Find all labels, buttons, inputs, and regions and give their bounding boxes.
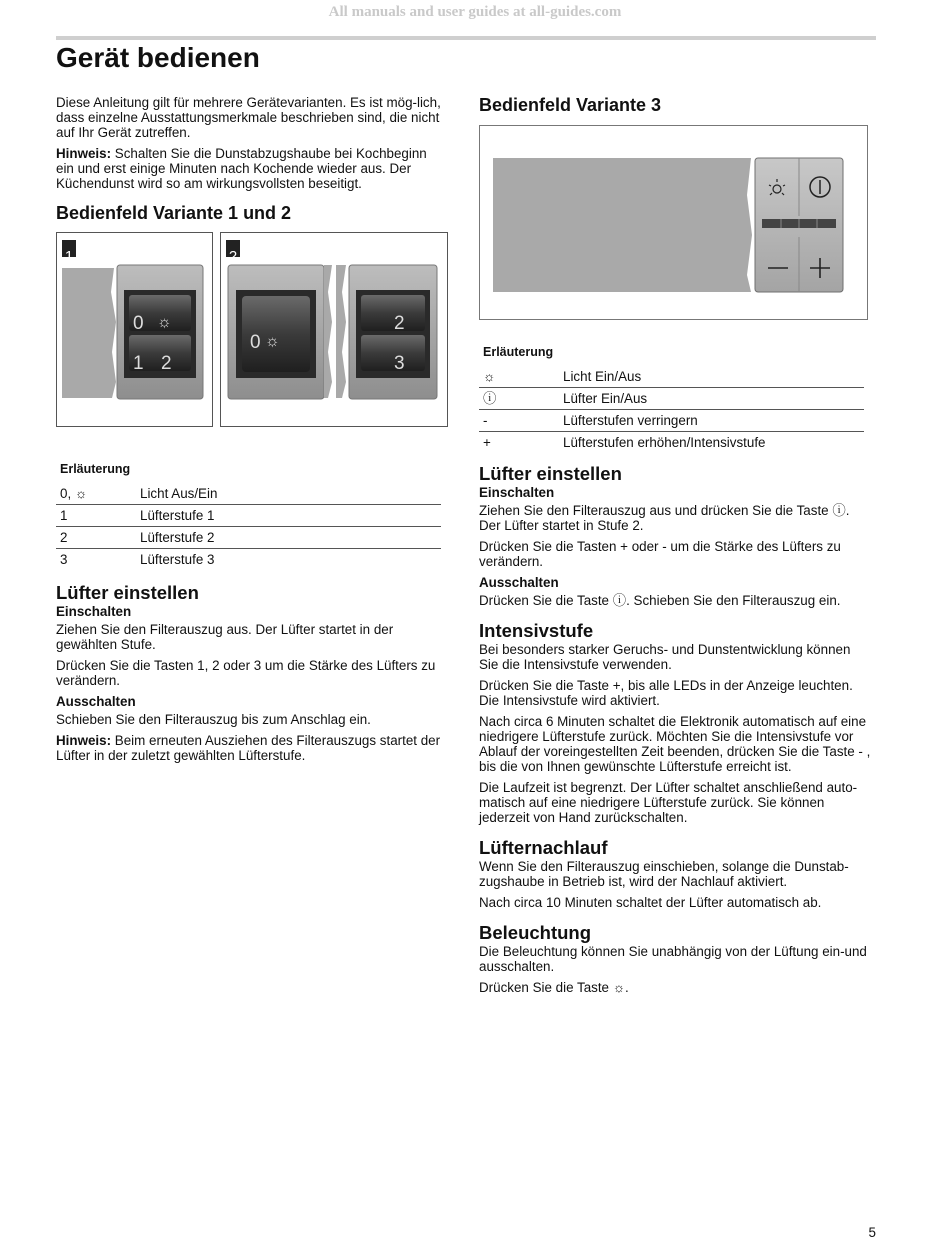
legend-key: 0, ☼	[56, 483, 136, 505]
intensiv-text-3: Nach circa 6 Minuten schaltet die Elektronik automatisch auf eine niedrigere Lüfterstufe zurück. Möchten Sie die Intensivstufe vor Ablauf der voreingestellten Zeit beenden, drücken Sie die Taste - , bis die von Ihnen gewünschte Lüfterstufe erreicht ist.	[479, 714, 871, 774]
legend-value: Lüfterstufen erhöhen/Intensivstufe	[563, 435, 766, 450]
variant12-legend-table	[56, 462, 441, 570]
legend-row	[479, 388, 864, 410]
intensiv-heading: Intensivstufe	[479, 620, 594, 641]
legend-value: Lüfterstufe 3	[140, 552, 215, 567]
legend-row	[56, 527, 441, 549]
left-off-text: Schieben Sie den Filterauszug bis zum Anschlag ein.	[56, 712, 371, 727]
right-on-text-1: Ziehen Sie den Filterauszug aus und drücken Sie die Taste ⓘ. Der Lüfter startet in Stufe 2.	[479, 503, 850, 533]
left-on-text-2: Drücken Sie die Tasten 1, 2 oder 3 um die Stärke des Lüfters zu verändern.	[56, 658, 436, 688]
licht-text-2: Drücken Sie die Taste ☼.	[479, 980, 629, 995]
hint-text: Schalten Sie die Dunstabzugshaube bei Kochbeginn ein und erst einige Minuten nach Kochende wieder aus. Der Küchendunst wird so am wirkungsvollsten beseitigt.	[56, 146, 427, 191]
legend-key: 3	[60, 552, 68, 567]
hood-surface-1	[62, 268, 116, 398]
legend-value: Lüfterstufen verringern	[559, 410, 864, 432]
right-off-text: Drücken Sie die Taste ⓘ. Schieben Sie den Filterauszug ein.	[479, 593, 841, 608]
light-icon: ☼	[157, 314, 172, 331]
right-on-text-2: Drücken Sie die Tasten + oder - um die Stärke des Lüfters zu verändern.	[479, 539, 841, 569]
hood-surface-3	[493, 158, 752, 292]
figure1-number: 1	[64, 248, 74, 265]
legend-value: Lüfterstufe 1	[136, 505, 441, 527]
legend-title: Erläuterung	[60, 462, 131, 476]
legend-row	[56, 505, 441, 527]
button-2	[361, 295, 425, 331]
variant12-heading: Bedienfeld Variante 1 und 2	[56, 203, 292, 223]
legend-key: 2	[56, 527, 136, 549]
button-label-2: 2	[161, 353, 172, 374]
licht-heading: Beleuchtung	[479, 922, 592, 943]
legend-key: +	[483, 435, 491, 450]
left-on-label: Einschalten	[56, 604, 132, 619]
right-off-label: Ausschalten	[479, 575, 559, 590]
touch-panel-illustration	[479, 125, 869, 321]
nachlauf-text-2: Nach circa 10 Minuten schaltet der Lüfter automatisch ab.	[479, 895, 822, 910]
left-on-text-1: Ziehen Sie den Filterauszug aus. Der Lüfter startet in der gewählten Stufe.	[56, 622, 394, 652]
legend-key: ⓘ	[479, 388, 559, 410]
legend-value: Lüfterstufe 2	[136, 527, 441, 549]
legend-value: Lüfter Ein/Aus	[559, 388, 864, 410]
left-off-label: Ausschalten	[56, 694, 136, 709]
nachlauf-text-1: Wenn Sie den Filterauszug einschieben, solange die Dunstab-zugshaube in Betrieb ist, wird der Nachlauf aktiviert.	[479, 859, 849, 889]
right-fan-heading: Lüfter einstellen	[479, 463, 622, 484]
left-column	[56, 95, 448, 769]
right-on-label: Einschalten	[479, 485, 555, 500]
intro-paragraph: Diese Anleitung gilt für mehrere Gerätevarianten. Es ist mög-lich, dass einzelne Ausstattungsmerkmale beschrieben sind, die nicht auf Ihr Gerät zutreffen.	[56, 95, 441, 140]
hint-label: Hinweis:	[56, 146, 112, 161]
figure2-number: 2	[228, 248, 238, 265]
legend-row	[56, 549, 441, 571]
light-icon-large: ☼	[265, 333, 280, 350]
header-rule	[56, 36, 876, 40]
left-fan-heading: Lüfter einstellen	[56, 582, 199, 603]
button-label-3: 3	[394, 353, 405, 374]
legend-key: 1	[56, 505, 136, 527]
legend-value: Licht Ein/Aus	[559, 366, 864, 388]
licht-text-1: Die Beleuchtung können Sie unabhängig von der Lüftung ein-und ausschalten.	[479, 944, 867, 974]
legend-value: Licht Aus/Ein	[136, 483, 441, 505]
page-number: 5	[868, 1225, 876, 1240]
legend-key: ☼	[479, 366, 559, 388]
intensiv-text-4: Die Laufzeit ist begrenzt. Der Lüfter schaltet anschließend auto-matisch auf eine niedrigere Lüfterstufe zurück. Sie können jederzeit von Hand zurückschalten.	[479, 780, 858, 825]
left-hint-label: Hinweis:	[56, 733, 112, 748]
button-label-1: 1	[133, 353, 144, 374]
button-label-2b: 2	[394, 313, 405, 334]
right-column	[479, 95, 871, 1001]
legend-key: -	[479, 410, 559, 432]
variant3-heading: Bedienfeld Variante 3	[479, 95, 662, 115]
variant3-figure	[479, 125, 869, 321]
watermark: All manuals and user guides at all-guides.com	[328, 4, 622, 20]
legend-row	[479, 410, 864, 432]
intensiv-text-1: Bei besonders starker Geruchs- und Dunstentwicklung können Sie die Intensivstufe verwenden.	[479, 642, 851, 672]
legend-row	[479, 366, 864, 388]
intensiv-text-2: Drücken Sie die Taste +, bis alle LEDs in der Anzeige leuchten. Die Intensivstufe wird aktiviert.	[479, 678, 853, 708]
button-label-0: 0	[133, 313, 144, 334]
legend-row	[479, 432, 864, 454]
page-title: Gerät bedienen	[56, 42, 260, 73]
legend-title: Erläuterung	[483, 345, 554, 359]
button-label-0-large: 0	[250, 332, 261, 353]
variant3-legend-table	[479, 345, 864, 453]
left-hint-text: Beim erneuten Ausziehen des Filterauszugs startet der Lüfter in der zuletzt gewählten Lüfterstufe.	[56, 733, 441, 763]
left-hint	[56, 733, 448, 763]
variant12-figure	[56, 232, 448, 432]
nachlauf-heading: Lüfternachlauf	[479, 837, 608, 858]
hint-paragraph	[56, 146, 448, 191]
legend-row	[56, 483, 441, 505]
button-3	[361, 335, 425, 371]
